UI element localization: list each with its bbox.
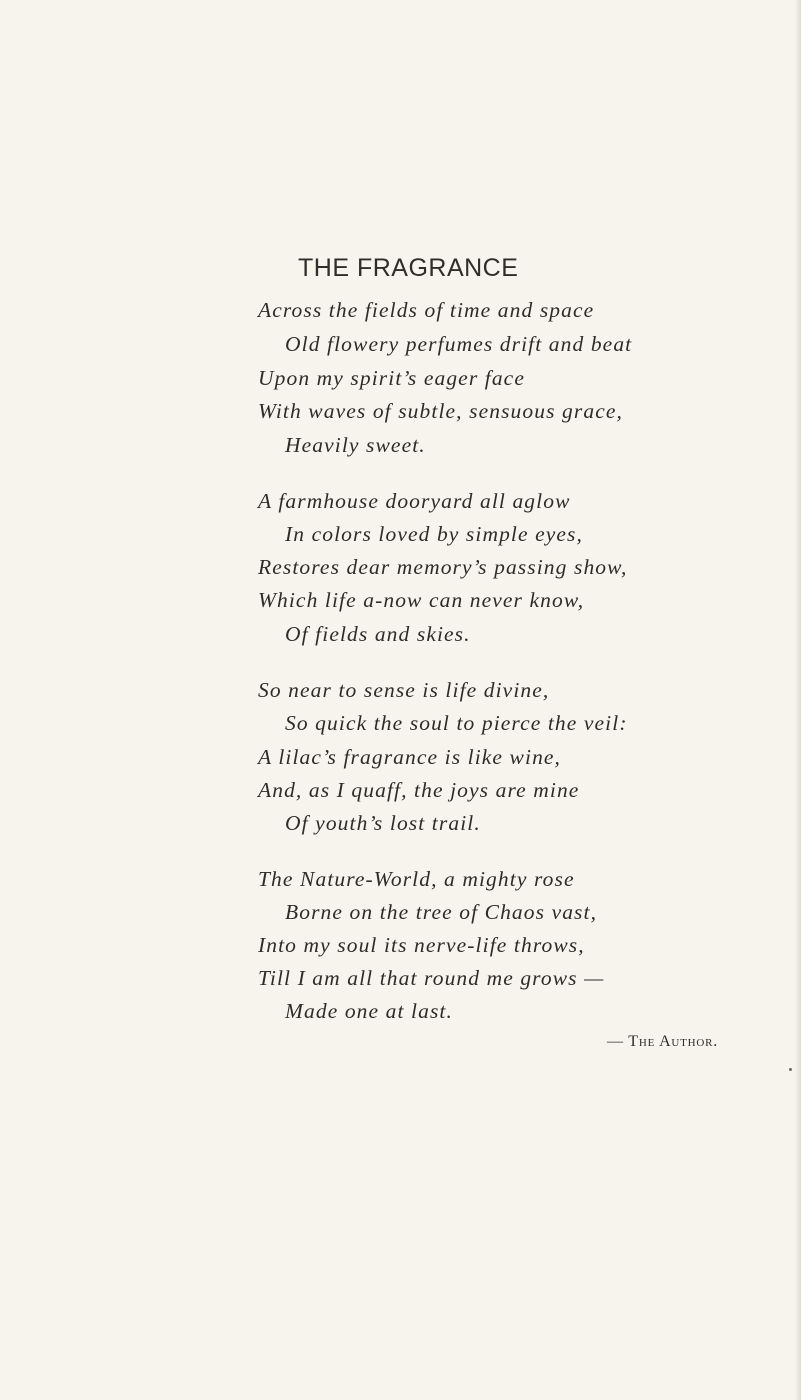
poem-line: Upon my spirit’s eager face — [258, 366, 525, 390]
poem-line: A farmhouse dooryard all aglow — [258, 489, 571, 513]
poem-line: And, as I quaff, the joys are mine — [258, 778, 580, 802]
poem-line: A lilac’s fragrance is like wine, — [258, 745, 562, 769]
poem-line: Of fields and skies. — [285, 622, 471, 646]
poem-line: Into my soul its nerve-life throws, — [258, 933, 585, 957]
poem-line: Till I am all that round me grows — — [258, 966, 605, 990]
poem-line: Which life a-now can never know, — [258, 588, 585, 612]
poem-line: Restores dear memory’s passing show, — [258, 555, 628, 579]
poem-line: So quick the soul to pierce the veil: — [285, 711, 628, 735]
poem-line: The Nature-World, a mighty rose — [258, 867, 575, 891]
poem-line: Across the fields of time and space — [258, 298, 595, 322]
poem-line: Made one at last. — [285, 999, 453, 1023]
attribution-text: — The Author. — [607, 1033, 719, 1050]
poem-line: Of youth’s lost trail. — [285, 811, 481, 835]
poem-line: Heavily sweet. — [285, 433, 426, 457]
poem-line: In colors loved by simple eyes, — [285, 522, 583, 546]
poem-line: With waves of subtle, sensuous grace, — [258, 399, 623, 423]
poem-line: So near to sense is life divine, — [258, 678, 550, 702]
poem-attribution — [607, 1033, 718, 1051]
page-edge-shadow — [795, 0, 801, 1400]
paper-speck — [789, 1068, 792, 1071]
poem-line: Borne on the tree of Chaos vast, — [285, 900, 598, 924]
poem-title: THE FRAGRANCE — [298, 254, 519, 282]
poem-line: Old flowery perfumes drift and beat — [285, 332, 633, 356]
